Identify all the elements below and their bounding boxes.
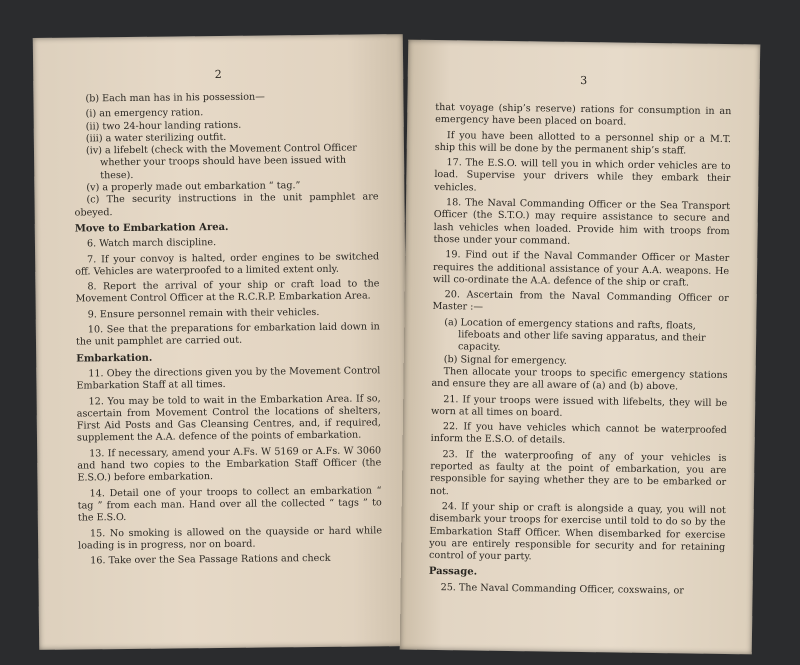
list-item: 13. If necessary, amend your A.Fs. W 5169 or A.Fs. W 3060 and hand two copies to the Embarkation Staff Officer (the E.S.O.) before embarkation. xyxy=(77,445,382,484)
page-number: 3 xyxy=(580,73,588,88)
item-b-intro: (b) Each man has in his possession— xyxy=(85,91,265,105)
list-item: 15. No smoking is allowed on the quayside or hard while loading is in progress, nor on board. xyxy=(78,524,383,552)
right-text-block xyxy=(428,102,731,601)
item-b-iii: (iii) a water sterilizing outfit. xyxy=(85,131,227,145)
right-page xyxy=(400,40,760,655)
list-item: 12. You may be told to wait in the Embarkation Area. If so, ascertain from Movement Control the locations of shelters, First Aid Posts and Gas Cleansing Centres, and, if required, supplement the A.A. defence of the points of embarkation. xyxy=(76,392,381,444)
paragraph: 18. The Naval Commanding Officer or the Sea Transport Officer (the S.T.O.) may require assistance to secure and lash vehicles when loaded. Provide him with troops from those under your command. xyxy=(433,197,731,247)
section-heading: Passage. xyxy=(428,566,478,578)
paragraph: that voyage (ship’s reserve) rations for consumption in an emergency have been placed on board. xyxy=(435,101,732,128)
list-item: 6. Watch march discipline. xyxy=(86,237,217,250)
paragraph: 20. Ascertain from the Naval Commanding Officer or Master :— xyxy=(432,289,729,314)
list-item: 16. Take over the Sea Passage Rations and check xyxy=(90,552,331,567)
paragraph: 19. Find out if the Naval Commander Officer or Master requires the additional assistance of your A.A. weapons. He will co-ordinate the A.A. defence of the ship or craft. xyxy=(432,249,730,289)
paragraph: If you have been allotted to a personnel ship or a M.T. ship this will be done by the permanent ship’s staff. xyxy=(434,129,731,157)
item-b-v: (v) a properly made out embarkation “ tag.” xyxy=(86,180,301,194)
left-page xyxy=(33,34,409,650)
list-item: 9. Ensure personnel remain with their vehicles. xyxy=(87,306,320,321)
paragraph: 22. If you have vehicles which cannot be waterproofed inform the E.S.O. of details. xyxy=(430,421,727,447)
paragraph: 23. If the waterproofing of any of your vehicles is reported as faulty at the point of embarkation, you are responsible for saying whether they are to be embarked or not. xyxy=(429,448,727,497)
paragraph: 21. If your troops were issued with lifebelts, they will be worn at all times on board. xyxy=(431,393,728,419)
list-item: 8. Report the arrival of your ship or craft load to the Movement Control Officer at the R.C.R.P. Embarkation Area. xyxy=(75,278,380,305)
paragraph: 24. If your ship or craft is alongside a quay, you will not disembark your troops for exercise until told to do so by the Embarkation Staff Officer. When disembarked for exercise you are entirely responsible for security and for retaining control of your party. xyxy=(428,500,726,563)
left-text-block xyxy=(73,90,382,571)
list-item: 14. Detail one of your troops to collect an embarkation “ tag ” from each man. Hand over all the collected “ tags ” to the E.S.O. xyxy=(77,484,382,524)
item-b-iv: (iv) a lifebelt (check with the Movement Control Officer whether your troops should have been issued with these). xyxy=(85,142,357,182)
page-number: 2 xyxy=(214,67,222,82)
paragraph: 17. The E.S.O. will tell you in which order vehicles are to load. Supervise your drivers while they embark their vehicles. xyxy=(434,157,731,194)
item-b-i: (i) an emergency ration. xyxy=(85,107,204,120)
section-heading: Move to Embarkation Area. xyxy=(74,221,229,235)
list-item: 11. Obey the directions given you by the Movement Control Embarkation Staff at all times. xyxy=(76,365,381,392)
sub-item-b: (b) Signal for emergency. xyxy=(443,353,567,367)
sub-item-a: (a) Location of emergency stations and rafts, floats, lifeboats and other life saving apparatus, and their capacity. xyxy=(444,316,706,354)
list-item: 10. See that the preparations for embarkation laid down in the unit pamphlet are carried out. xyxy=(75,321,380,348)
section-heading: Embarkation. xyxy=(76,352,153,365)
item-b-ii: (ii) two 24-hour landing rations. xyxy=(85,119,242,132)
paragraph: 25. The Naval Commanding Officer, coxswains, or xyxy=(440,581,684,597)
paragraph: Then allocate your troops to specific emergency stations and ensure they are all aware of (a) and (b) above. xyxy=(431,366,728,393)
item-c: (c) The security instructions in the unit pamphlet are obeyed. xyxy=(74,191,379,219)
list-item: 7. If your convoy is halted, order engines to be switched off. Vehicles are waterproofed to a limited extent only. xyxy=(75,250,380,278)
